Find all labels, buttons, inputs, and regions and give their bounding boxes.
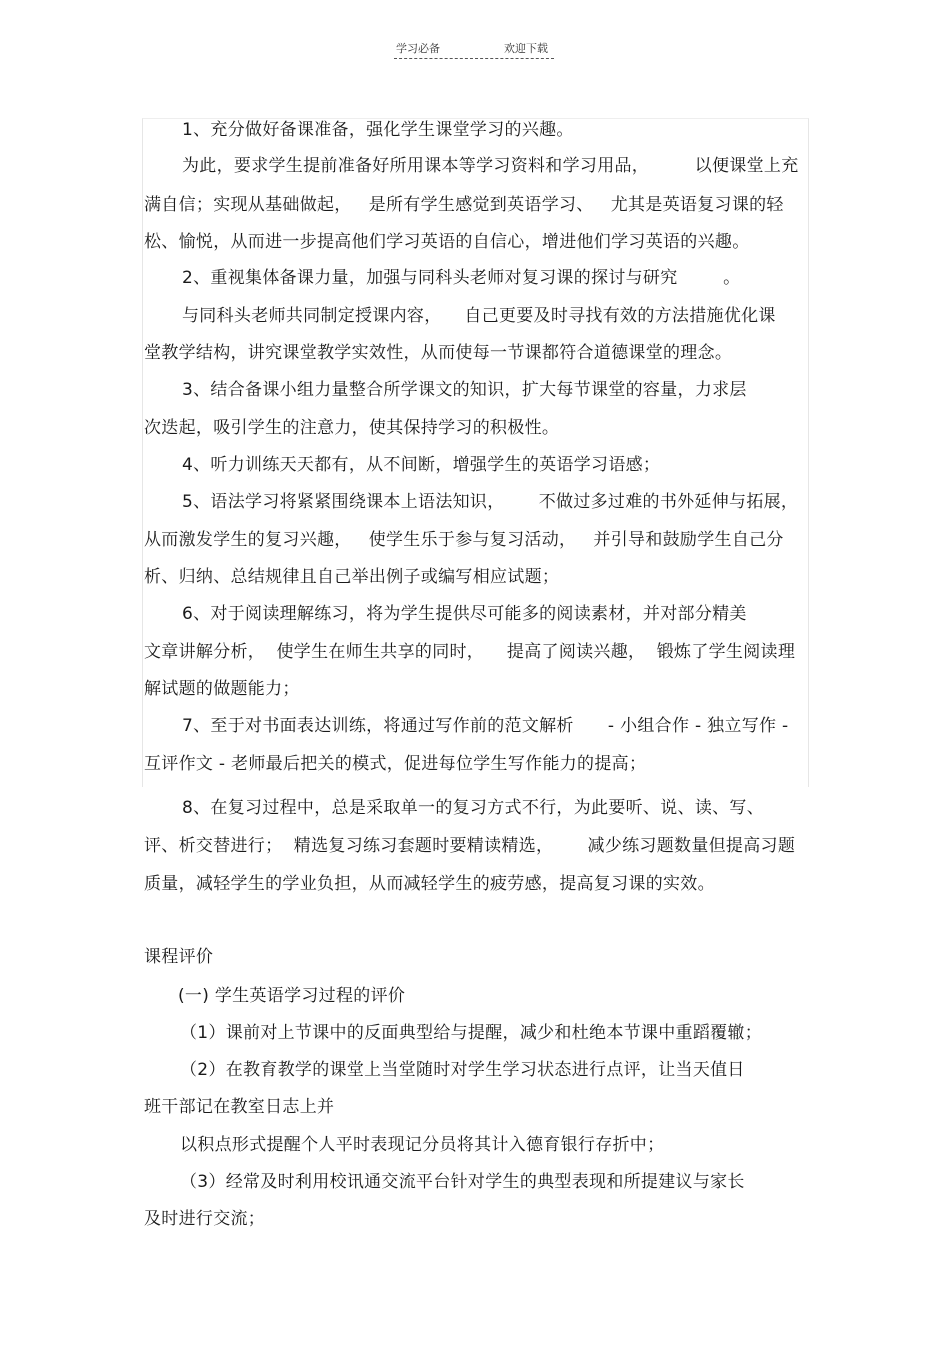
paragraph-line: 4、听力训练天天都有，从不间断，增强学生的英语学习语感； xyxy=(182,455,661,475)
header-left-text: 学习必备 xyxy=(396,42,440,55)
paragraph-line: 8、在复习过程中，总是采取单一的复习方式不行，为此要听、说、读、写、 xyxy=(182,798,765,818)
paragraph-line: 松、愉悦，从而进一步提高他们学习英语的自信心，增进他们学习英语的兴趣。 xyxy=(144,232,750,252)
paragraph-line: 质量，减轻学生的学业负担，从而减轻学生的疲劳感，提高复习课的实效。 xyxy=(144,874,715,894)
paragraph-line: 堂教学结构，讲究课堂教学实效性，从而使每一节课都符合道德课堂的理念。 xyxy=(144,343,733,363)
paragraph-line: 7、至于对书面表达训练，将通过写作前的范文解析 - 小组合作 - 独立写作 - xyxy=(182,716,789,736)
paragraph-line: 次迭起，吸引学生的注意力，使其保持学习的积极性。 xyxy=(144,418,560,438)
paragraph-line: 文章讲解分析， 使学生在师生共享的同时， 提高了阅读兴趣， 锻炼了学生阅读理 xyxy=(144,642,796,662)
page-header xyxy=(394,40,554,59)
paragraph-line: （2）在教育教学的课堂上当堂随时对学生学习状态进行点评，让当天值日 xyxy=(180,1060,745,1080)
paragraph-line: 析、归纳、总结规律且自己举出例子或编写相应试题； xyxy=(144,567,560,587)
section-heading: 课程评价 xyxy=(144,947,214,967)
paragraph-line: 班干部记在教室日志上并 xyxy=(144,1097,335,1117)
paragraph-line: 5、语法学习将紧紧围绕课本上语法知识， 不做过多过难的书外延伸与拓展， xyxy=(182,492,799,512)
subsection-heading: (一) 学生英语学习过程的评价 xyxy=(178,986,406,1006)
paragraph-line: 解试题的做题能力； xyxy=(144,679,300,699)
paragraph-line: 互评作文 - 老师最后把关的模式，促进每位学生写作能力的提高； xyxy=(144,754,647,774)
paragraph-line: 2、重视集体备课力量，加强与同科头老师对复习课的探讨与研究 。 xyxy=(182,268,741,288)
paragraph-line: （1）课前对上节课中的反面典型给与提醒，减少和杜绝本节课中重蹈覆辙； xyxy=(180,1023,763,1043)
paragraph-line: 及时进行交流； xyxy=(144,1209,266,1229)
header-right-text: 欢迎下载 xyxy=(504,42,548,55)
paragraph-line: 1、充分做好备课准备，强化学生课堂学习的兴趣。 xyxy=(182,120,574,140)
paragraph-line: 从而激发学生的复习兴趣， 使学生乐于参与复习活动， 并引导和鼓励学生自己分 xyxy=(144,530,784,550)
paragraph-line: 与同科头老师共同制定授课内容， 自己更要及时寻找有效的方法措施优化课 xyxy=(182,306,776,326)
paragraph-line: 评、析交替进行； 精选复习练习套题时要精读精选， 减少练习题数量但提高习题 xyxy=(144,836,796,856)
paragraph-line: 6、对于阅读理解练习，将为学生提供尽可能多的阅读素材，并对部分精美 xyxy=(182,604,747,624)
paragraph-line: 以积点形式提醒个人平时表现记分员将其计入德育银行存折中； xyxy=(180,1135,665,1155)
paragraph-line: 为此，要求学生提前准备好所用课本等学习资料和学习用品， 以便课堂上充 xyxy=(182,156,799,176)
paragraph-line: （3）经常及时利用校讯通交流平台针对学生的典型表现和所提建议与家长 xyxy=(180,1172,745,1192)
paragraph-line: 3、结合备课小组力量整合所学课文的知识，扩大每节课堂的容量，力求层 xyxy=(182,380,747,400)
paragraph-line: 满自信；实现从基础做起， 是所有学生感觉到英语学习、 尤其是英语复习课的轻 xyxy=(144,195,784,215)
